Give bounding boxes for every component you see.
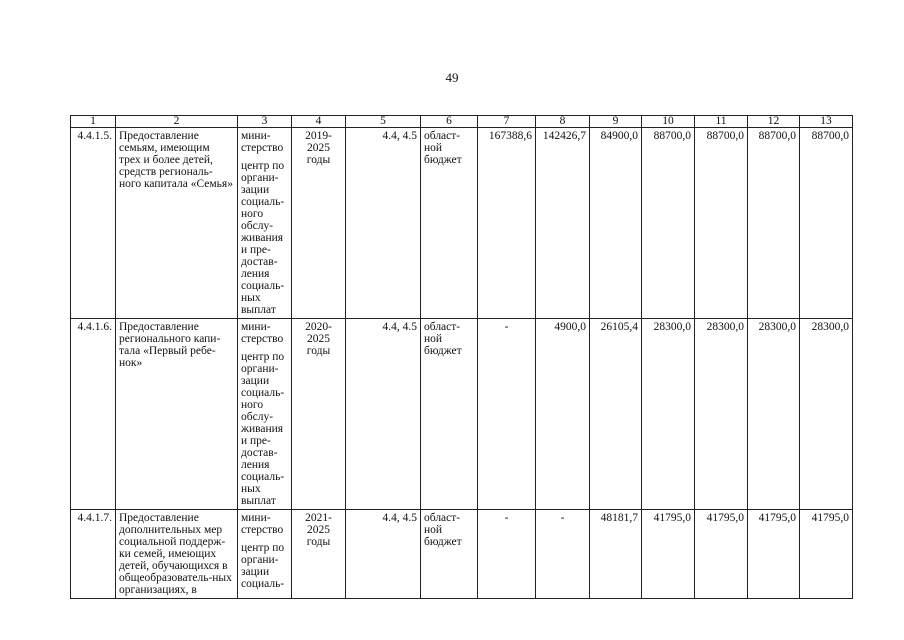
executor-ministry: мини-стерство	[241, 321, 284, 345]
indicators: 4.4, 4.5	[346, 510, 421, 599]
measure-code: 4.4.1.5.	[71, 128, 116, 319]
measure-code: 4.4.1.7.	[71, 510, 116, 599]
indicators: 4.4, 4.5	[346, 128, 421, 319]
funding-source: област-ной бюджет	[421, 319, 478, 510]
header-row	[71, 116, 853, 128]
executor-center: центр по органи-зации социаль-	[241, 542, 285, 590]
value-col-11: 88700,0	[695, 128, 748, 319]
header-cell: 1	[71, 116, 116, 128]
header-cell: 2	[116, 116, 238, 128]
header-cell: 4	[292, 116, 346, 128]
measure-name: Предоставление дополнительных мер социальной поддерж-ки семей, имеющих детей, обучающихся в общеобразователь-ных организациях, в	[116, 510, 238, 599]
header-cell: 7	[478, 116, 536, 128]
executor-ministry: мини-стерство	[241, 512, 284, 536]
executor-cell	[238, 128, 292, 319]
page-number: 49	[445, 70, 459, 85]
header-cell: 11	[695, 116, 748, 128]
executor-ministry: мини-стерство	[241, 130, 284, 154]
value-col-8: -	[536, 510, 590, 599]
value-col-9: 48181,7	[590, 510, 642, 599]
period: 2019-2025 годы	[292, 128, 346, 319]
value-col-13: 88700,0	[800, 128, 853, 319]
value-col-9: 84900,0	[590, 128, 642, 319]
measure-code: 4.4.1.6.	[71, 319, 116, 510]
value-col-13: 41795,0	[800, 510, 853, 599]
table-row	[71, 510, 853, 599]
header-cell: 9	[590, 116, 642, 128]
executor-center: центр по органи-зации социаль-ного обслу-живания и пре-достав-ления социаль-ных выплат	[241, 160, 285, 316]
program-table	[70, 115, 853, 599]
period: 2020-2025 годы	[292, 319, 346, 510]
value-col-11: 41795,0	[695, 510, 748, 599]
executor-center: центр по органи-зации социаль-ного обслу-живания и пре-достав-ления социаль-ных выплат	[241, 351, 285, 507]
header-cell: 6	[421, 116, 478, 128]
value-col-12: 28300,0	[748, 319, 800, 510]
value-col-13: 28300,0	[800, 319, 853, 510]
funding-source: област-ной бюджет	[421, 128, 478, 319]
value-col-12: 41795,0	[748, 510, 800, 599]
value-col-10: 88700,0	[642, 128, 695, 319]
funding-source: област-ной бюджет	[421, 510, 478, 599]
header-cell: 8	[536, 116, 590, 128]
header-cell: 13	[800, 116, 853, 128]
table-row	[71, 319, 853, 510]
value-col-7: -	[478, 510, 536, 599]
indicators: 4.4, 4.5	[346, 319, 421, 510]
header-cell: 12	[748, 116, 800, 128]
value-col-8: 142426,7	[536, 128, 590, 319]
header-cell: 10	[642, 116, 695, 128]
header-cell: 3	[238, 116, 292, 128]
measure-name: Предоставление регионального капи-тала «Первый ребе-нок»	[116, 319, 238, 510]
value-col-8: 4900,0	[536, 319, 590, 510]
executor-cell	[238, 319, 292, 510]
table-row	[71, 128, 853, 319]
header-cell: 5	[346, 116, 421, 128]
value-col-11: 28300,0	[695, 319, 748, 510]
value-col-12: 88700,0	[748, 128, 800, 319]
value-col-9: 26105,4	[590, 319, 642, 510]
value-col-7: -	[478, 319, 536, 510]
value-col-10: 41795,0	[642, 510, 695, 599]
value-col-10: 28300,0	[642, 319, 695, 510]
value-col-7: 167388,6	[478, 128, 536, 319]
executor-cell	[238, 510, 292, 599]
period: 2021-2025 годы	[292, 510, 346, 599]
measure-name: Предоставление семьям, имеющим трех и более детей, средств региональ-ного капитала «Семья»	[116, 128, 238, 319]
